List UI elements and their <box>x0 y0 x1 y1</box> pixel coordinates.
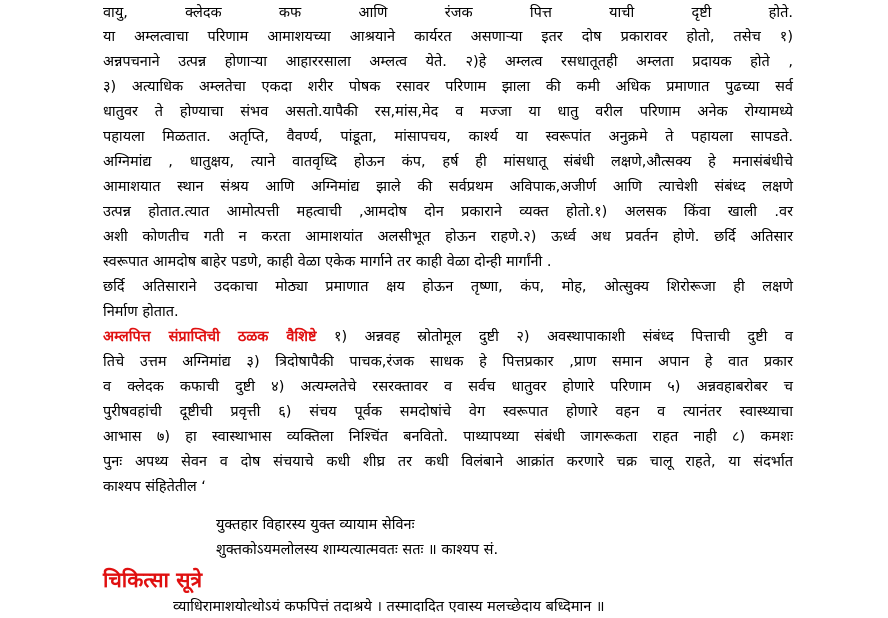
text-span: १) अन्नवह स्रोतोमूल दुष्टी २) अवस्थापाकाशी संबंध्द पित्ताची दुष्टी व <box>316 329 793 345</box>
text-line: निर्माण होतात. <box>103 304 179 320</box>
text-line: आभास ७) हा स्वास्थाभास व्यक्तिला निश्चिंत बनवितो. पाथ्यापथ्या संबंधी जागरूकता राहत नाही ८) कमशः <box>103 429 793 445</box>
text-line: अन्नपचनाने उत्पन्न होणाऱ्या आहाररसाला अम्लत्व येते. २)हे अम्लत्व रसधातूतही अम्लता प्रदायक होते , <box>103 54 793 70</box>
text-line: ३) अत्याधिक अम्लतेचा एकदा शरीर पोषक रसावर परिणाम झाला की कमी अधिक प्रमाणात पुढच्या सर्व <box>103 79 793 95</box>
text-line: आमाशयात स्थान संश्रय आणि अग्निमांद्य झाले की सर्वप्रथम अविपाक,अजीर्ण आणि त्याचेशी संबंध्द लक्षणे <box>103 179 793 195</box>
text-line: धातुवर ते होण्याचा संभव असतो.यापैकी रस,मांस,मेद व मज्जा या धातु वरील परिणाम अनेक रोग्यामध्ये <box>103 104 793 120</box>
text-line: अशी कोणतीच गती न करता आमाशयांत अलसीभूत होऊन राहणे.२) ऊर्ध्व अध प्रवर्तन होणे. छर्दि अतिसार <box>103 229 793 245</box>
highlight-line <box>103 326 793 348</box>
text-line: उत्पन्न होतात.त्यात आमोत्पत्ती महत्वाची ,आमदोष दोन प्रकाराने व्यक्त होतो.१) अलसक किंवा खाली .वर <box>103 204 793 220</box>
text-line: या अम्लत्वाचा परिणाम आमाशयच्या आश्रयाने कार्यरत असणाऱ्या इतर दोष प्रकारावर होतो, तसेच १) <box>103 29 793 45</box>
text-line: छर्दि अतिसाराने उदकाचा मोठ्या प्रमाणात क्षय होऊन तृष्णा, कंप, मोह, ओत्सुक्य शिरोरूजा ही लक्षणे <box>103 279 793 295</box>
text-line: तिचे उत्तम अग्निमांद्य ३) त्रिदोषापैकी पाचक,रंजक साधक हे पित्तप्रकार ,प्राण समान अपान हे वात प्रकार <box>103 354 793 370</box>
text-line: पुनः अपथ्य सेवन व दोष संचयाचे कधी शीघ्र तर कधी विलंबाने आक्रांत करणारे चक्र चालू राहते, या संदर्भात <box>103 454 793 470</box>
text-line: पुरीषवहांची दूष्टीची प्रवृत्ती ६) संचय पूर्वक समदोषांचे वेग स्वरूपात होणारे वहन व त्यानंतर स्वास्थ्याचा <box>103 404 793 420</box>
text-line: वायु, क्लेदक कफ आणि रंजक पित्त याची दृष्टी होते. <box>103 5 793 21</box>
text-line: स्वरूपात आमदोष बाहेर पडणे, काही वेळा एकेक मार्गाने तर काही वेळा दोन्ही मार्गांनी . <box>103 254 552 270</box>
text-line: काश्यप संहितेतील ‘ <box>103 479 206 495</box>
section-heading: चिकित्सा सूत्रे <box>103 568 203 592</box>
red-label: अम्लपित्त संप्राप्तिची ठळक वैशिष्टे <box>103 329 317 345</box>
text-line: पहायला मिळतात. अतृप्ति, वैवर्ण्य, पांडूता, मांसापचय, कार्श्य या स्वरूपांत अनुक्रमे ते पहायला सापडते. <box>103 129 793 145</box>
sutra-line: व्याधिरामाशयोत्थोऽयं कफपित्तं तदाश्रये । तस्मादादित एवास्य मलच्छेदाय बध्दिमान ॥ <box>173 599 605 615</box>
shloka-line: शुक्तकोऽयमलोलस्य शाम्यत्यात्मवतः सतः ॥ काश्यप सं. <box>216 542 499 558</box>
shloka-line: युक्तहार विहारस्य युक्त व्यायाम सेविनः <box>216 517 415 533</box>
text-line: अग्निमांद्य , धातुक्षय, त्याने वातवृध्दि होऊन कंप, हर्ष ही मांसधातू संबंधी लक्षणे,औत्सक्य हे मनासंबंधीचे <box>103 154 793 170</box>
text-line: व क्लेदक कफाची दुष्टी ४) अत्यम्लतेचे रसरक्तावर व सर्वच धातुवर होणारे परिणाम ५) अन्नवहाबरोबर च <box>103 379 793 395</box>
